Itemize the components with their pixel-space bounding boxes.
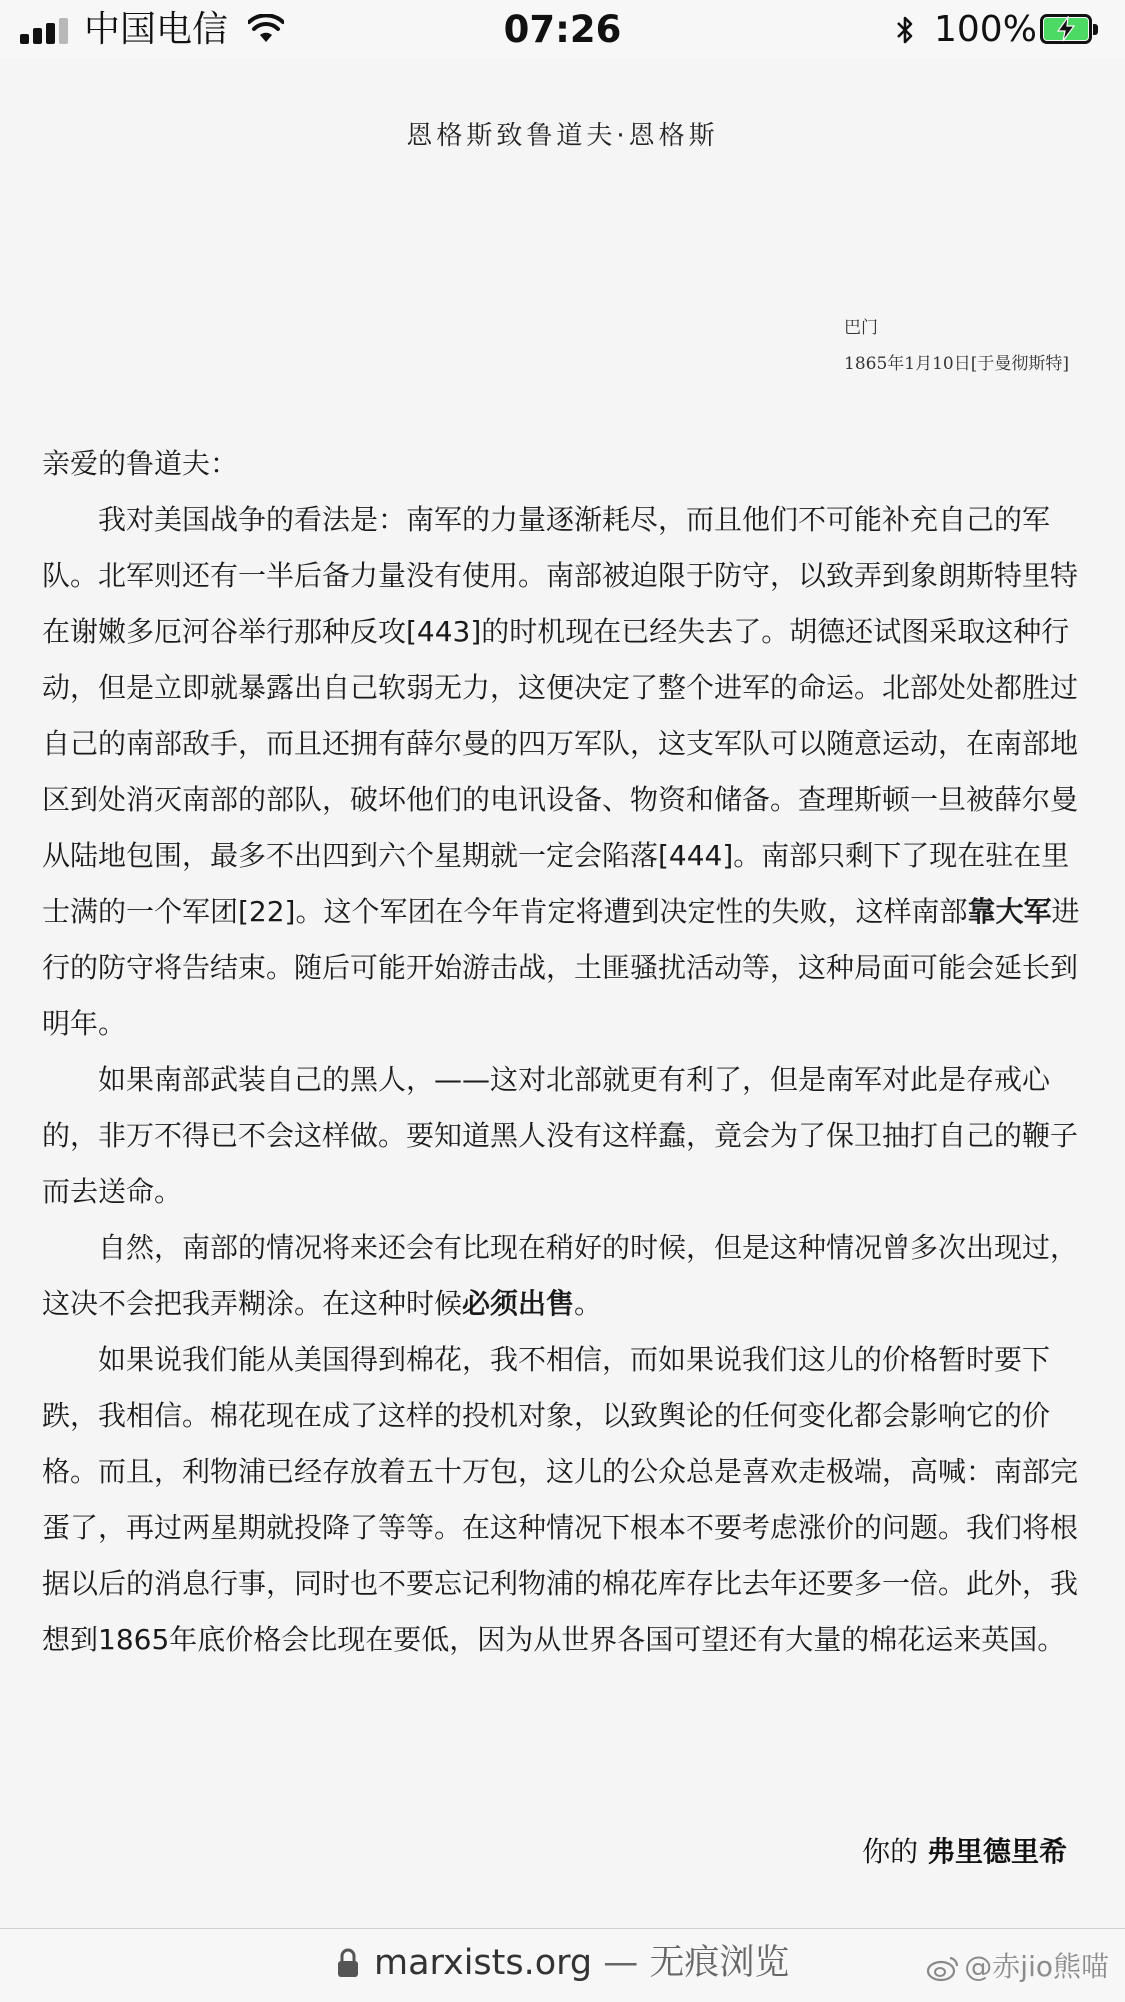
signoff — [862, 1830, 1067, 1874]
letter-body — [42, 436, 1080, 1668]
letter-place: 巴门 — [844, 318, 878, 338]
battery-percent: 100% — [934, 9, 1037, 50]
watermark-text: @赤jio熊喵 — [964, 1950, 1109, 1983]
address-bar[interactable] — [0, 1928, 1125, 2002]
bluetooth-icon — [894, 14, 916, 46]
place-date-block — [844, 310, 1069, 382]
url-domain: marxists.org — [374, 1943, 593, 1983]
status-bar — [0, 0, 1125, 58]
page-title: 恩格斯致鲁道夫·恩格斯 — [406, 121, 719, 151]
paragraph-3: 自然，南部的情况将来还会有比现在稍好的时候，但是这种情况曾多次出现过，这决不会把我弄糊涂。在这种时候必须出售。 — [42, 1231, 1079, 1320]
url-display[interactable] — [374, 1941, 789, 1985]
paragraph-1: 我对美国战争的看法是：南军的力量逐渐耗尽，而且他们不可能补充自己的军队。北军则还有一半后备力量没有使用。南部被迫限于防守，以致弄到象朗斯特里特在谢嫩多厄河谷举行那种反攻[443]的时机现在已经失去了。胡德还试图采取这种行动，但是立即就暴露出自己软弱无力，这便决定了整个进军的命运。北部处处都胜过自己的南部敌手，而且还拥有薛尔曼的四万军队，这支军队可以随意运动，在南部地区到处消灭南部的部队，破坏他们的电讯设备、物资和储备。查理斯顿一旦被薛尔曼从陆地包围，最多不出四到六个星期就一定会陷落[444]。南部只剩下了现在驻在里士满的一个军团[22]。这个军团在今年肯定将遭到决定性的失败，这样南部靠大军进行的防守将告结束。随后可能开始游击战，土匪骚扰活动等，这种局面可能会延长到明年。 — [42, 503, 1080, 1040]
salutation: 亲爱的鲁道夫： — [42, 447, 239, 480]
watermark — [926, 1947, 1109, 1987]
private-mode-label: — 无痕浏览 — [603, 1943, 790, 1983]
page-content — [0, 58, 1125, 1928]
letter-date: 1865年1月10日[于曼彻斯特] — [844, 354, 1069, 374]
charging-bolt-icon — [1054, 16, 1078, 42]
emphasis-text: 必须出售 — [462, 1287, 575, 1320]
weibo-icon — [926, 1954, 960, 1982]
paragraph-2: 如果南部武装自己的黑人，——这对北部就更有利了，但是南军对此是存戒心的，非万不得已不会这样做。要知道黑人没有这样蠢，竟会为了保卫抽打自己的鞭子而去送命。 — [42, 1063, 1079, 1208]
carrier-name: 中国电信 — [84, 9, 229, 50]
signoff-prefix: 你的 — [862, 1835, 919, 1868]
clock: 07:26 — [503, 8, 622, 51]
emphasis-text: 靠大军 — [967, 895, 1052, 928]
paragraph-4: 如果说我们能从美国得到棉花，我不相信，而如果说我们这儿的价格暂时要下跌，我相信。棉花现在成了这样的投机对象，以致舆论的任何变化都会影响它的价格。而且，利物浦已经存放着五十万包，这儿的公众总是喜欢走极端，高喊：南部完蛋了，再过两星期就投降了等等。在这种情况下根本不要考虑涨价的问题。我们将根据以后的消息行事，同时也不要忘记利物浦的棉花库存比去年还要多一倍。此外，我想到1865年底价格会比现在要低，因为从世界各国可望还有大量的棉花运来英国。 — [42, 1343, 1079, 1656]
signoff-name: 弗里德里希 — [926, 1835, 1067, 1868]
battery-icon — [1040, 14, 1100, 46]
lock-icon — [336, 1947, 360, 1979]
